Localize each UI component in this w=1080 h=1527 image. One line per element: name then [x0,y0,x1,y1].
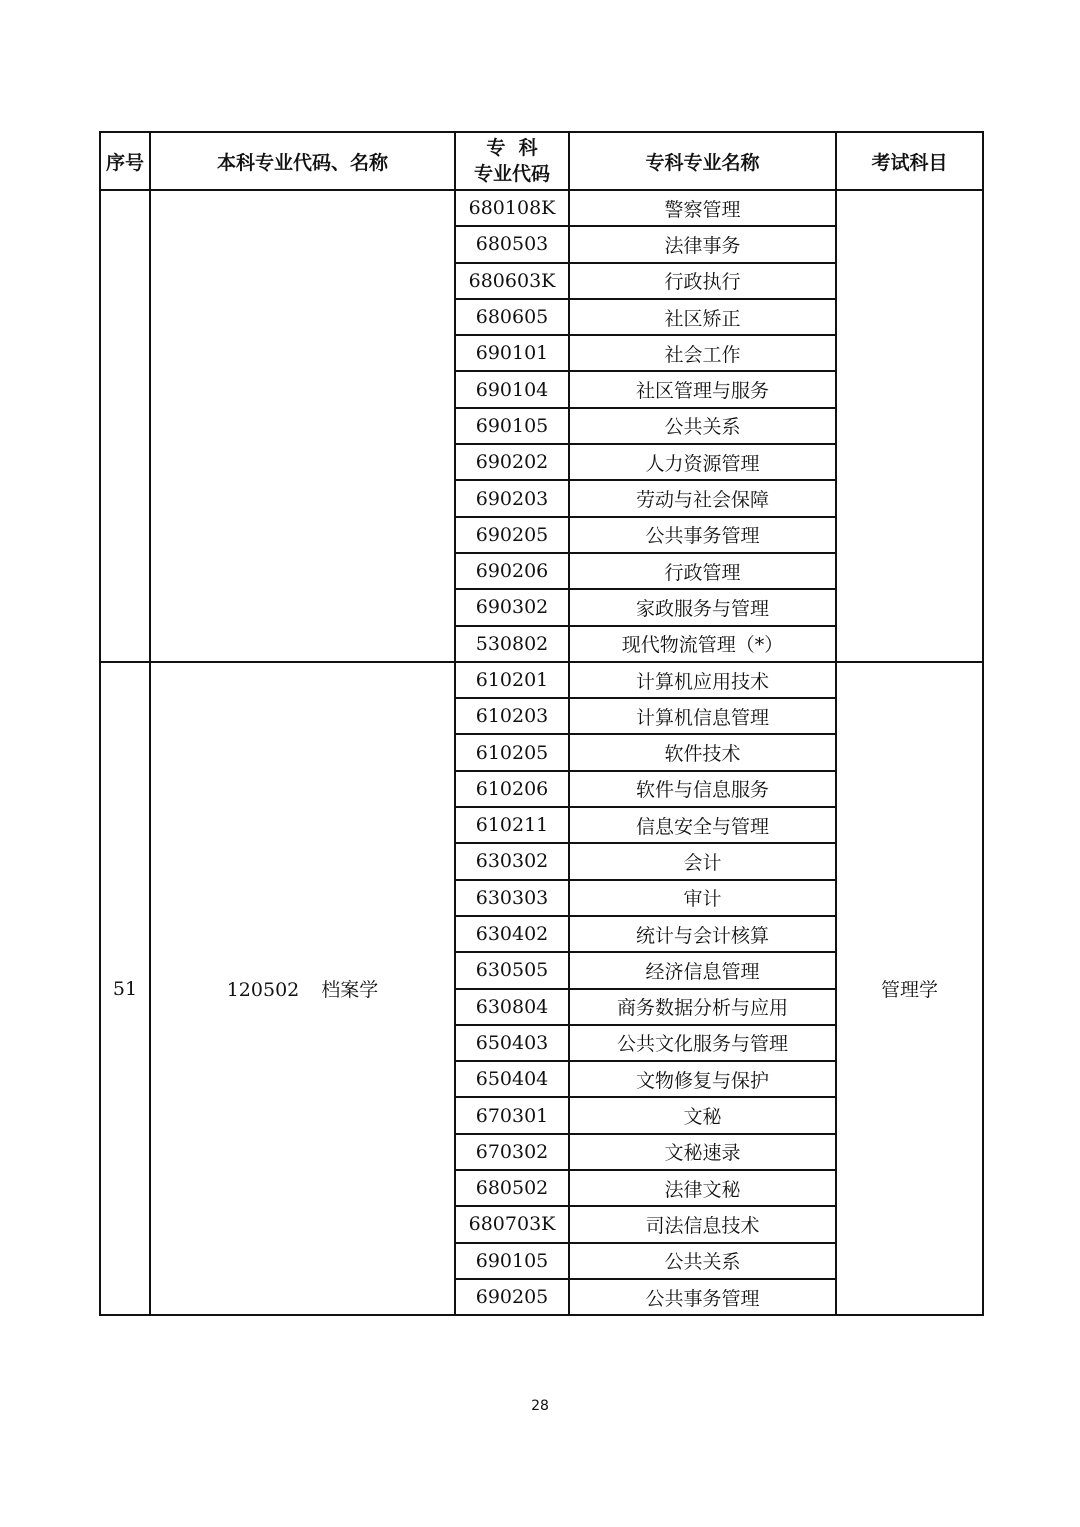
name-cell: 商务数据分析与应用 [569,989,836,1025]
code-cell: 680703K [455,1206,569,1242]
name-cell: 法律文秘 [569,1170,836,1206]
table-row [100,662,983,698]
name-cell: 经济信息管理 [569,952,836,988]
table-body [100,190,983,1315]
header-subject: 考试科目 [836,132,983,190]
code-cell: 690104 [455,371,569,407]
bachelor-code: 120502 [226,979,300,1002]
code-cell: 680605 [455,299,569,335]
header-row [100,132,983,190]
code-cell: 680502 [455,1170,569,1206]
code-cell: 630804 [455,989,569,1025]
code-cell: 690302 [455,589,569,625]
seq-cell [100,190,150,662]
name-cell: 计算机应用技术 [569,662,836,698]
name-cell: 法律事务 [569,226,836,262]
code-cell: 690202 [455,444,569,480]
header-code [455,132,569,190]
name-cell: 家政服务与管理 [569,589,836,625]
name-cell: 劳动与社会保障 [569,480,836,516]
name-cell: 文秘速录 [569,1134,836,1170]
name-cell: 公共文化服务与管理 [569,1025,836,1061]
code-cell: 610201 [455,662,569,698]
name-cell: 审计 [569,880,836,916]
page-number: 28 [531,1398,549,1414]
code-cell: 630505 [455,952,569,988]
name-cell: 计算机信息管理 [569,698,836,734]
code-cell: 650403 [455,1025,569,1061]
header-bachelor: 本科专业代码、名称 [150,132,455,190]
code-cell: 630302 [455,843,569,879]
seq-cell: 51 [100,662,150,1315]
code-cell: 680603K [455,263,569,299]
code-cell: 690205 [455,517,569,553]
header-name: 专科专业名称 [569,132,836,190]
name-cell: 社区矫正 [569,299,836,335]
table-row [100,190,983,226]
name-cell: 警察管理 [569,190,836,226]
header-code-line1: 专 科 [486,137,538,159]
name-cell: 行政管理 [569,553,836,589]
name-cell: 信息安全与管理 [569,807,836,843]
code-cell: 530802 [455,626,569,662]
code-cell: 690105 [455,408,569,444]
name-cell: 文秘 [569,1097,836,1133]
name-cell: 司法信息技术 [569,1206,836,1242]
code-cell: 690203 [455,480,569,516]
name-cell: 公共关系 [569,1243,836,1279]
code-cell: 690105 [455,1243,569,1279]
code-cell: 610205 [455,734,569,770]
name-cell: 人力资源管理 [569,444,836,480]
name-cell: 现代物流管理（*） [569,626,836,662]
name-cell: 社区管理与服务 [569,371,836,407]
header-code-line2: 专业代码 [473,163,550,185]
name-cell: 社会工作 [569,335,836,371]
code-cell: 630402 [455,916,569,952]
name-cell: 统计与会计核算 [569,916,836,952]
code-cell: 690205 [455,1279,569,1315]
code-cell: 670301 [455,1097,569,1133]
subject-cell [836,190,983,662]
bachelor-cell [150,190,455,662]
name-cell: 文物修复与保护 [569,1061,836,1097]
code-cell: 670302 [455,1134,569,1170]
name-cell: 公共事务管理 [569,517,836,553]
name-cell: 软件技术 [569,734,836,770]
code-cell: 680108K [455,190,569,226]
code-cell: 610211 [455,807,569,843]
code-cell: 610206 [455,771,569,807]
name-cell: 会计 [569,843,836,879]
code-cell: 630303 [455,880,569,916]
name-cell: 公共事务管理 [569,1279,836,1315]
bachelor-name: 档案学 [321,979,379,1002]
name-cell: 公共关系 [569,408,836,444]
code-cell: 680503 [455,226,569,262]
subject-cell: 管理学 [836,662,983,1315]
name-cell: 行政执行 [569,263,836,299]
header-seq: 序号 [100,132,150,190]
major-table [99,131,984,1316]
code-cell: 690206 [455,553,569,589]
bachelor-cell [150,662,455,1315]
code-cell: 690101 [455,335,569,371]
name-cell: 软件与信息服务 [569,771,836,807]
code-cell: 610203 [455,698,569,734]
code-cell: 650404 [455,1061,569,1097]
